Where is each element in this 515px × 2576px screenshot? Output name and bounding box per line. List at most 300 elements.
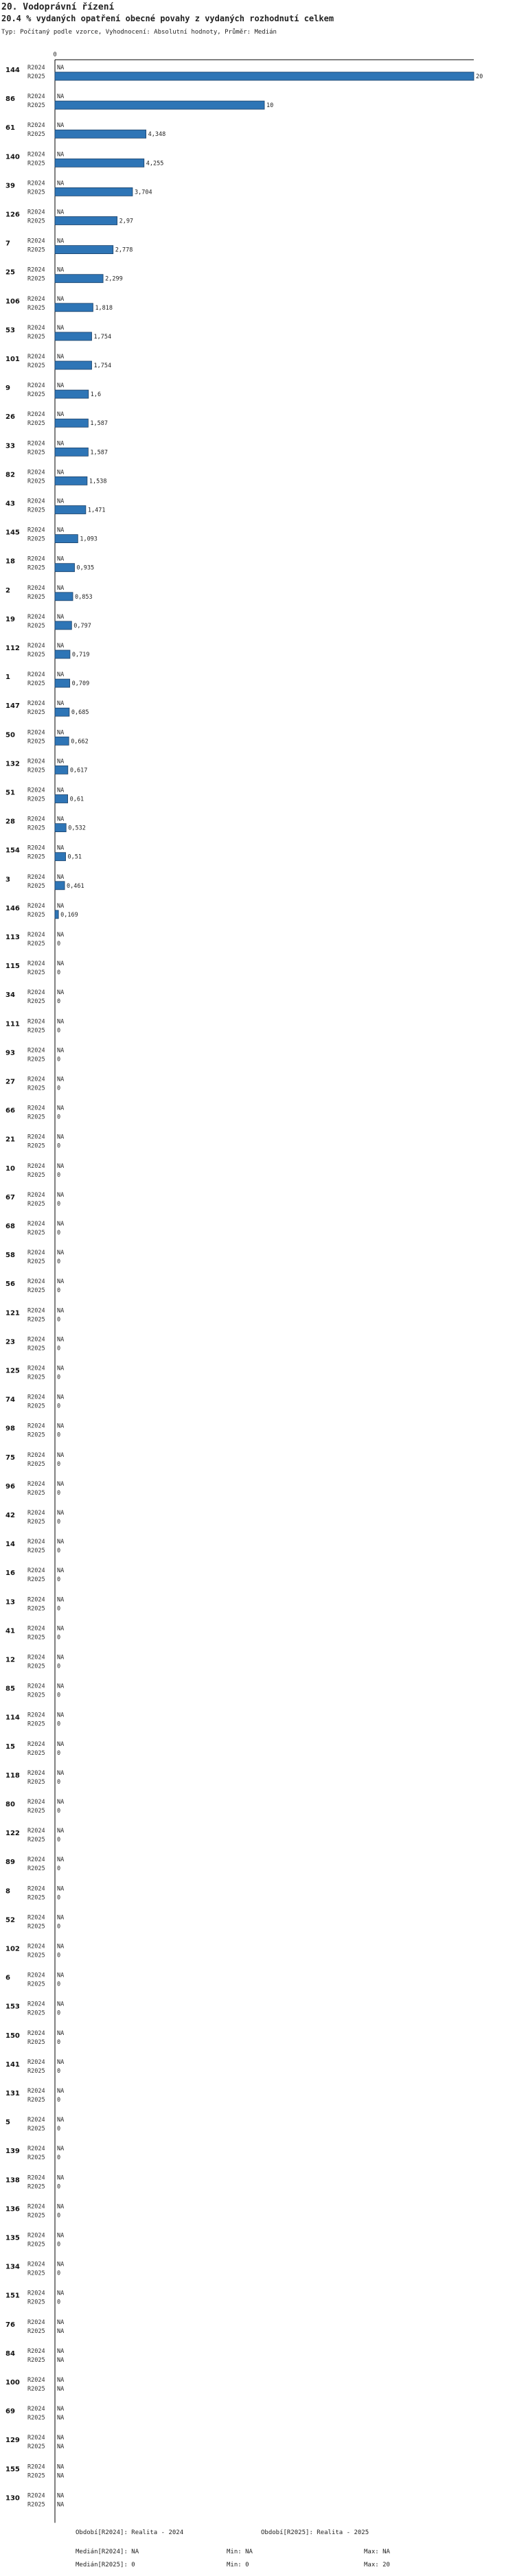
value-label-r2025: 0: [57, 1316, 61, 1324]
category-label: 155: [5, 2465, 20, 2474]
bar-r2025: [55, 303, 93, 312]
chart-title: 20.4 % vydaných opatření obecné povahy z vydaných rozhodnutí celkem: [1, 14, 334, 23]
category-label: 93: [5, 1049, 15, 1057]
value-label-r2024: NA: [57, 613, 65, 621]
series-label-r2025: R2025: [27, 2270, 45, 2277]
bar-r2025: [55, 564, 75, 572]
category-label: 147: [5, 702, 20, 711]
series-label-r2024: R2024: [27, 1683, 45, 1690]
category-label: 136: [5, 2205, 20, 2213]
value-label-r2024: NA: [57, 1625, 65, 1633]
series-label-r2025: R2025: [27, 1056, 45, 1063]
value-label-r2024: NA: [57, 1914, 65, 1922]
value-label-r2024: NA: [57, 902, 65, 910]
value-label-r2024: NA: [57, 787, 65, 794]
category-label: 101: [5, 356, 20, 363]
series-label-r2025: R2025: [27, 593, 45, 601]
series-label-r2024: R2024: [27, 354, 45, 360]
stat-min-2025: Min: 0: [227, 2562, 249, 2568]
category-label: 3: [5, 875, 10, 884]
bar-r2025: [55, 159, 144, 167]
value-label-r2025: 1,093: [80, 536, 98, 543]
value-label-r2025: 0: [57, 2067, 61, 2075]
series-label-r2025: R2025: [27, 1981, 45, 1988]
series-label-r2024: R2024: [27, 1943, 45, 1951]
series-label-r2024: R2024: [27, 1076, 45, 1083]
value-label-r2025: 1,754: [93, 333, 112, 341]
series-label-r2024: R2024: [27, 498, 45, 505]
value-label-r2024: NA: [57, 209, 65, 216]
category-label: 19: [5, 615, 15, 623]
series-label-r2024: R2024: [27, 729, 45, 737]
bar-r2025: [55, 217, 117, 225]
series-label-r2025: R2025: [27, 478, 45, 485]
value-label-r2025: 1,818: [95, 304, 113, 312]
series-label-r2024: R2024: [27, 758, 45, 766]
series-label-r2024: R2024: [27, 1394, 45, 1401]
series-label-r2025: R2025: [27, 246, 45, 254]
series-label-r2025: R2025: [27, 218, 45, 225]
value-label-r2025: 0,662: [71, 738, 89, 746]
series-label-r2024: R2024: [27, 787, 45, 794]
series-label-r2024: R2024: [27, 1596, 45, 1604]
series-label-r2024: R2024: [27, 2001, 45, 2008]
bar-r2025: [55, 853, 66, 861]
value-label-r2025: 0,61: [69, 796, 84, 803]
value-label-r2024: NA: [57, 1596, 65, 1604]
value-label-r2024: NA: [57, 2029, 65, 2037]
series-label-r2025: R2025: [27, 1200, 45, 1208]
series-label-r2025: R2025: [27, 941, 45, 947]
series-label-r2025: R2025: [27, 2443, 45, 2451]
value-label-r2024: NA: [57, 1451, 65, 1459]
series-label-r2024: R2024: [27, 1567, 45, 1575]
category-label: 5: [5, 2119, 10, 2127]
value-label-r2025: 0: [57, 2212, 61, 2220]
series-label-r2024: R2024: [27, 1539, 45, 1546]
value-label-r2025: 1,538: [89, 478, 107, 485]
value-label-r2025: 4,255: [146, 160, 164, 168]
category-label: 8: [5, 1887, 10, 1896]
category-label: 111: [5, 1020, 20, 1028]
value-label-r2024: NA: [57, 65, 65, 71]
value-label-r2025: 0: [57, 969, 61, 977]
value-label-r2025: NA: [57, 2501, 65, 2509]
category-label: 69: [5, 2408, 15, 2416]
series-label-r2025: R2025: [27, 391, 45, 399]
category-label: 41: [5, 1627, 15, 1635]
stat-max-2024: Max: NA: [364, 2549, 390, 2555]
category-label: 112: [5, 645, 20, 652]
value-label-r2025: 0: [57, 1548, 61, 1555]
series-label-r2024: R2024: [27, 1451, 45, 1459]
series-label-r2025: R2025: [27, 1749, 45, 1757]
series-label-r2024: R2024: [27, 209, 45, 216]
category-label: 121: [5, 1309, 20, 1318]
category-label: 129: [5, 2437, 20, 2445]
value-label-r2025: 0: [57, 2241, 61, 2249]
category-label: 27: [5, 1078, 15, 1086]
series-label-r2024: R2024: [27, 2492, 45, 2500]
value-label-r2024: NA: [57, 873, 65, 881]
value-label-r2025: NA: [57, 2386, 65, 2393]
category-label: 89: [5, 1859, 15, 1867]
value-label-r2024: NA: [57, 1480, 65, 1488]
value-label-r2024: NA: [57, 151, 65, 159]
series-label-r2025: R2025: [27, 2212, 45, 2220]
value-label-r2025: 3,704: [134, 189, 152, 196]
value-label-r2025: 0,685: [71, 709, 89, 717]
series-label-r2024: R2024: [27, 844, 45, 852]
value-label-r2024: NA: [57, 238, 65, 245]
value-label-r2025: 0: [57, 1837, 61, 1844]
series-label-r2024: R2024: [27, 1480, 45, 1488]
series-label-r2025: R2025: [27, 2154, 45, 2162]
category-label: 100: [5, 2379, 20, 2387]
bar-r2025: [55, 476, 87, 485]
series-label-r2025: R2025: [27, 2356, 45, 2364]
bar-r2025: [55, 535, 78, 543]
value-label-r2025: 0: [57, 1981, 61, 1988]
series-label-r2025: R2025: [27, 709, 45, 717]
series-label-r2025: R2025: [27, 564, 45, 572]
value-label-r2025: 0: [57, 1489, 61, 1497]
category-label: 53: [5, 326, 15, 334]
value-label-r2024: NA: [57, 1567, 65, 1575]
category-label: 14: [5, 1541, 15, 1549]
series-label-r2025: R2025: [27, 1837, 45, 1844]
series-label-r2024: R2024: [27, 671, 45, 679]
page-title: 20. Vodoprávní řízení: [1, 2, 115, 12]
value-label-r2024: NA: [57, 1856, 65, 1864]
series-label-r2024: R2024: [27, 527, 45, 534]
value-label-r2024: NA: [57, 1047, 65, 1055]
value-label-r2024: NA: [57, 1654, 65, 1661]
stat-min-2024: Min: NA: [227, 2549, 253, 2555]
category-label: 130: [5, 2494, 20, 2503]
value-label-r2024: NA: [57, 1134, 65, 1141]
series-label-r2025: R2025: [27, 1778, 45, 1786]
series-label-r2025: R2025: [27, 1085, 45, 1092]
bar-r2025: [55, 882, 65, 890]
value-label-r2024: NA: [57, 1828, 65, 1835]
series-label-r2025: R2025: [27, 449, 45, 457]
value-label-r2024: NA: [57, 1105, 65, 1112]
series-label-r2025: R2025: [27, 536, 45, 543]
value-label-r2024: NA: [57, 2463, 65, 2471]
category-label: 10: [5, 1164, 15, 1173]
value-label-r2024: NA: [57, 816, 65, 823]
value-label-r2025: 0: [57, 2270, 61, 2277]
series-label-r2025: R2025: [27, 1808, 45, 1815]
value-label-r2025: 1,587: [90, 420, 108, 428]
value-label-r2024: NA: [57, 2058, 65, 2066]
bar-r2025: [55, 361, 91, 369]
category-label: 131: [5, 2090, 20, 2097]
series-label-r2025: R2025: [27, 2097, 45, 2104]
series-label-r2024: R2024: [27, 2146, 45, 2153]
value-label-r2024: NA: [57, 584, 65, 592]
value-label-r2025: 1,754: [93, 363, 112, 369]
value-label-r2025: 0: [57, 1663, 61, 1670]
value-label-r2025: 0: [57, 2154, 61, 2162]
series-label-r2024: R2024: [27, 902, 45, 910]
bar-r2025: [55, 824, 66, 832]
category-label: 50: [5, 731, 15, 739]
series-label-r2025: R2025: [27, 1403, 45, 1410]
value-label-r2024: NA: [57, 1191, 65, 1199]
series-label-r2024: R2024: [27, 1250, 45, 1257]
value-label-r2025: 0,719: [71, 652, 90, 658]
series-label-r2025: R2025: [27, 304, 45, 312]
series-label-r2024: R2024: [27, 180, 45, 187]
series-label-r2025: R2025: [27, 2472, 45, 2480]
value-label-r2024: NA: [57, 180, 65, 187]
value-label-r2025: 0: [57, 1200, 61, 1208]
series-label-r2024: R2024: [27, 1221, 45, 1228]
category-label: 74: [5, 1396, 15, 1404]
value-label-r2025: 0,617: [69, 767, 88, 774]
category-label: 145: [5, 529, 20, 537]
value-label-r2024: NA: [57, 989, 65, 997]
category-label: 150: [5, 2032, 20, 2040]
value-label-r2025: 0: [57, 1085, 61, 1092]
series-label-r2025: R2025: [27, 1865, 45, 1873]
series-label-r2025: R2025: [27, 2241, 45, 2249]
category-label: 26: [5, 413, 15, 422]
value-label-r2024: NA: [57, 844, 65, 852]
category-label: 66: [5, 1107, 15, 1115]
value-label-r2025: 1,471: [87, 507, 106, 514]
value-label-r2024: NA: [57, 2174, 65, 2182]
bar-r2025: [55, 910, 58, 919]
value-label-r2024: NA: [57, 498, 65, 505]
series-label-r2024: R2024: [27, 961, 45, 968]
value-label-r2025: 0: [57, 2183, 61, 2191]
category-label: 139: [5, 2148, 20, 2156]
series-label-r2025: R2025: [27, 420, 45, 428]
series-label-r2024: R2024: [27, 2174, 45, 2182]
series-label-r2024: R2024: [27, 1799, 45, 1806]
series-label-r2024: R2024: [27, 1307, 45, 1315]
series-label-r2025: R2025: [27, 969, 45, 977]
value-label-r2024: NA: [57, 469, 65, 476]
series-label-r2025: R2025: [27, 680, 45, 688]
value-label-r2024: NA: [57, 1943, 65, 1951]
value-label-r2025: NA: [57, 2327, 65, 2335]
value-label-r2024: NA: [57, 2319, 65, 2326]
series-label-r2024: R2024: [27, 295, 45, 303]
value-label-r2025: 0: [57, 1808, 61, 1815]
series-label-r2024: R2024: [27, 2203, 45, 2211]
series-label-r2024: R2024: [27, 2406, 45, 2413]
category-label: 154: [5, 847, 20, 855]
series-label-r2024: R2024: [27, 1914, 45, 1922]
series-label-r2024: R2024: [27, 2377, 45, 2384]
series-label-r2025: R2025: [27, 2010, 45, 2017]
value-label-r2025: 0: [57, 1431, 61, 1439]
bar-r2025: [55, 246, 113, 254]
value-label-r2024: NA: [57, 266, 65, 274]
value-label-r2025: 0: [57, 1230, 61, 1237]
series-label-r2024: R2024: [27, 122, 45, 130]
value-label-r2025: 0: [57, 1923, 61, 1931]
value-label-r2025: 0: [57, 941, 61, 947]
value-label-r2025: NA: [57, 2472, 65, 2480]
value-label-r2025: 0: [57, 2010, 61, 2017]
series-label-r2024: R2024: [27, 238, 45, 245]
category-label: 122: [5, 1830, 20, 1838]
series-label-r2025: R2025: [27, 911, 45, 919]
value-label-r2024: NA: [57, 961, 65, 968]
series-label-r2025: R2025: [27, 2183, 45, 2191]
category-label: 68: [5, 1223, 15, 1230]
series-label-r2025: R2025: [27, 1345, 45, 1353]
value-label-r2024: NA: [57, 1221, 65, 1228]
series-label-r2024: R2024: [27, 1885, 45, 1893]
value-label-r2025: NA: [57, 2443, 65, 2451]
series-label-r2024: R2024: [27, 873, 45, 881]
value-label-r2025: 0,935: [76, 564, 95, 572]
value-label-r2025: 0: [57, 1865, 61, 1873]
value-label-r2025: 0: [57, 1056, 61, 1063]
series-label-r2024: R2024: [27, 2463, 45, 2471]
series-label-r2025: R2025: [27, 1548, 45, 1555]
category-label: 6: [5, 1974, 10, 1982]
series-label-r2024: R2024: [27, 2058, 45, 2066]
value-label-r2024: NA: [57, 1394, 65, 1401]
value-label-r2025: 0: [57, 1374, 61, 1381]
series-label-r2025: R2025: [27, 825, 45, 832]
value-label-r2025: 20: [476, 73, 483, 80]
series-label-r2025: R2025: [27, 767, 45, 774]
series-label-r2024: R2024: [27, 2435, 45, 2442]
value-label-r2024: NA: [57, 2232, 65, 2240]
value-label-r2024: NA: [57, 2377, 65, 2384]
category-label: 141: [5, 2060, 20, 2069]
bar-r2025: [55, 332, 91, 341]
value-label-r2024: NA: [57, 2406, 65, 2413]
value-label-r2025: 0: [57, 1576, 61, 1584]
value-label-r2024: NA: [57, 758, 65, 766]
value-label-r2024: NA: [57, 527, 65, 534]
value-label-r2024: NA: [57, 1799, 65, 1806]
value-label-r2025: 1,6: [90, 391, 102, 399]
series-label-r2024: R2024: [27, 643, 45, 649]
series-label-r2025: R2025: [27, 1027, 45, 1035]
legend-period-2025: Období[R2025]: Realita - 2025: [261, 2529, 369, 2536]
value-label-r2025: 2,299: [105, 275, 123, 283]
series-label-r2025: R2025: [27, 2299, 45, 2306]
bar-r2025: [55, 187, 133, 196]
series-label-r2024: R2024: [27, 1712, 45, 1719]
series-label-r2025: R2025: [27, 2327, 45, 2335]
category-label: 146: [5, 904, 20, 912]
series-label-r2024: R2024: [27, 151, 45, 159]
value-label-r2024: NA: [57, 1018, 65, 1026]
value-label-r2025: 0: [57, 1634, 61, 1642]
category-label: 75: [5, 1453, 15, 1462]
value-label-r2025: 0,709: [71, 680, 90, 688]
series-label-r2024: R2024: [27, 440, 45, 448]
series-label-r2025: R2025: [27, 1519, 45, 1526]
bar-r2025: [55, 275, 103, 283]
category-label: 67: [5, 1193, 15, 1201]
value-label-r2024: NA: [57, 1885, 65, 1893]
series-label-r2024: R2024: [27, 1625, 45, 1633]
category-label: 1: [5, 674, 10, 682]
value-label-r2025: 0,532: [68, 825, 86, 832]
value-label-r2025: 0: [57, 1692, 61, 1699]
bar-r2025: [55, 448, 88, 456]
value-label-r2024: NA: [57, 295, 65, 303]
value-label-r2025: 0: [57, 1027, 61, 1035]
series-label-r2024: R2024: [27, 1510, 45, 1517]
value-label-r2024: NA: [57, 2261, 65, 2268]
category-label: 9: [5, 384, 10, 393]
series-label-r2025: R2025: [27, 2067, 45, 2075]
value-label-r2025: 0,797: [73, 622, 91, 630]
value-label-r2024: NA: [57, 2435, 65, 2442]
series-label-r2024: R2024: [27, 1278, 45, 1286]
series-label-r2025: R2025: [27, 2126, 45, 2133]
series-label-r2025: R2025: [27, 1721, 45, 1728]
value-label-r2024: NA: [57, 2088, 65, 2095]
series-label-r2024: R2024: [27, 1769, 45, 1777]
series-label-r2025: R2025: [27, 853, 45, 861]
category-label: 28: [5, 818, 15, 826]
bar-r2025: [55, 419, 88, 427]
series-label-r2024: R2024: [27, 1105, 45, 1112]
value-label-r2025: 0,461: [67, 882, 84, 890]
category-label: 18: [5, 557, 15, 566]
series-label-r2025: R2025: [27, 1114, 45, 1121]
category-label: 140: [5, 153, 20, 161]
value-label-r2025: 0: [57, 1721, 61, 1728]
series-label-r2024: R2024: [27, 1018, 45, 1026]
category-label: 134: [5, 2263, 20, 2271]
bar-r2025: [55, 390, 89, 398]
series-label-r2025: R2025: [27, 1894, 45, 1902]
category-label: 33: [5, 442, 15, 450]
series-label-r2024: R2024: [27, 2232, 45, 2240]
category-label: 96: [5, 1482, 15, 1491]
category-label: 135: [5, 2234, 20, 2242]
value-label-r2024: NA: [57, 1712, 65, 1719]
value-label-r2024: NA: [57, 555, 65, 563]
value-label-r2024: NA: [57, 1510, 65, 1517]
bar-r2025: [55, 593, 73, 601]
series-label-r2024: R2024: [27, 584, 45, 592]
category-label: 52: [5, 1916, 15, 1924]
value-label-r2024: NA: [57, 324, 65, 332]
value-label-r2025: 0: [57, 1894, 61, 1902]
category-label: 12: [5, 1656, 15, 1664]
series-label-r2025: R2025: [27, 333, 45, 341]
bar-r2025: [55, 679, 70, 687]
series-label-r2024: R2024: [27, 2347, 45, 2355]
value-label-r2025: 0: [57, 2038, 61, 2046]
bar-r2025: [55, 795, 68, 803]
category-label: 118: [5, 1771, 20, 1780]
category-label: 51: [5, 789, 15, 797]
series-label-r2025: R2025: [27, 882, 45, 890]
series-label-r2024: R2024: [27, 382, 45, 390]
series-label-r2024: R2024: [27, 1191, 45, 1199]
series-label-r2025: R2025: [27, 738, 45, 746]
series-label-r2024: R2024: [27, 700, 45, 708]
value-label-r2024: NA: [57, 1740, 65, 1748]
